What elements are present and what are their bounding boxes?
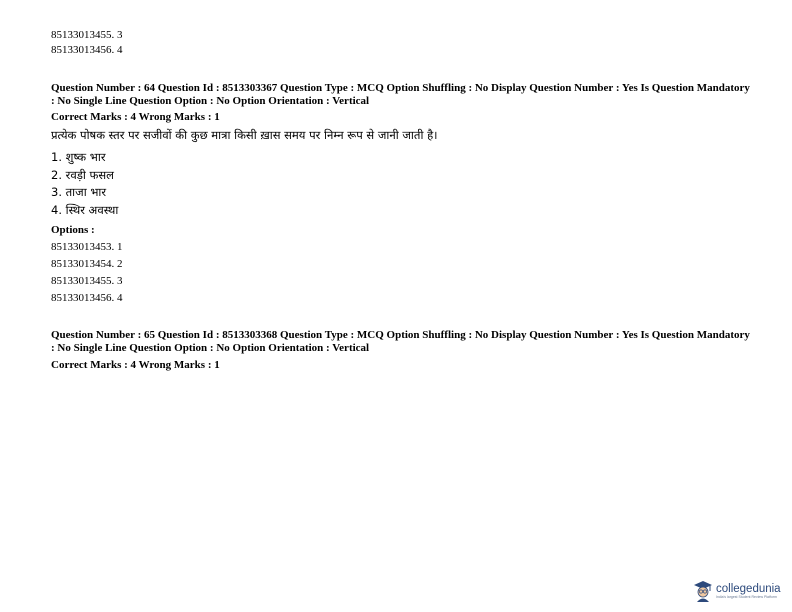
question-64-text: प्रत्येक पोषक स्तर पर सजीवों की कुछ मात्रा किसी ख़ास समय पर निम्न रूप से जानी जाती है।	[51, 128, 438, 142]
choice-4: 4. स्थिर अवस्था	[51, 202, 119, 217]
option-id-4: 85133013456. 4	[51, 292, 123, 304]
option-id-3: 85133013455. 3	[51, 275, 123, 287]
choice-3: 3. ताजा भार	[51, 185, 107, 199]
logo-tagline: India's largest Student Review Platform	[716, 594, 777, 599]
collegedunia-logo	[693, 576, 785, 606]
choice-2: 2. रवड़ी फसल	[51, 167, 114, 182]
question-65-header: Question Number : 65 Question Id : 8513303368 Question Type : MCQ Option Shuffling : No Display Question Number : Yes Is Question Mandatory : No Single Line Question Option : No Option Orientation : Vertical	[51, 329, 750, 354]
previous-option-3: 85133013455. 3	[51, 29, 123, 41]
question-64-choices	[51, 149, 751, 219]
logo-name: collegedunia	[716, 582, 781, 595]
question-64-marks: Correct Marks : 4 Wrong Marks : 1	[51, 111, 220, 123]
question-64-header: Question Number : 64 Question Id : 8513303367 Question Type : MCQ Option Shuffling : No Display Question Number : Yes Is Question Mandatory : No Single Line Question Option : No Option Orientation : Vertical	[51, 82, 750, 107]
previous-option-4: 85133013456. 4	[51, 44, 123, 56]
option-id-1: 85133013453. 1	[51, 241, 123, 253]
document-page	[51, 28, 751, 373]
graduate-mascot-icon	[693, 579, 713, 603]
question-65-marks: Correct Marks : 4 Wrong Marks : 1	[51, 359, 220, 371]
option-id-2: 85133013454. 2	[51, 258, 123, 270]
options-label: Options :	[51, 224, 95, 236]
choice-1: 1. शुष्क भार	[51, 150, 106, 164]
